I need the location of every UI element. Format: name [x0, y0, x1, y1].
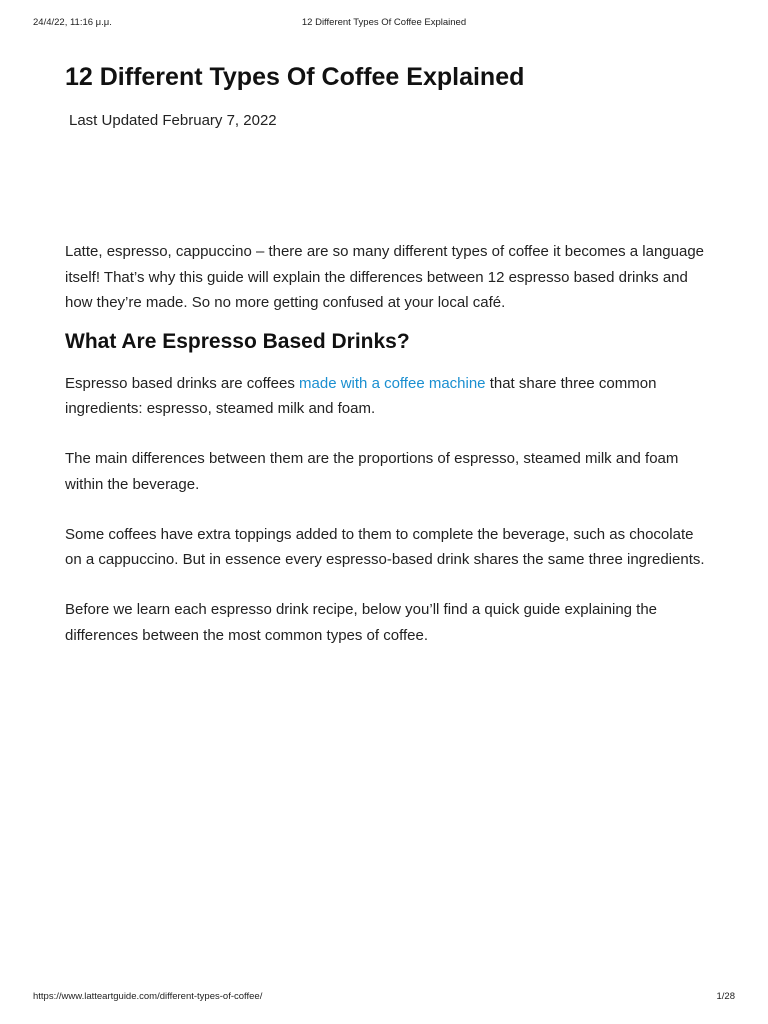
coffee-machine-link[interactable]: made with a coffee machine: [299, 374, 486, 392]
article-title: 12 Different Types Of Coffee Explained: [65, 63, 525, 91]
page-number: 1/28: [716, 991, 735, 1002]
paragraph-differences: The main differences between them are the proportions of espresso, steamed milk and foam within the beverage.: [65, 450, 679, 493]
paragraph-espresso-drinks: [65, 371, 710, 422]
page-url: https://www.latteartguide.com/different-types-of-coffee/: [33, 991, 263, 1002]
print-datetime: 24/4/22, 11:16 μ.μ.: [33, 17, 112, 28]
print-doc-title: 12 Different Types Of Coffee Explained: [301, 17, 467, 28]
paragraph-text: that share three common ingredients: espresso, steamed milk and foam.: [65, 374, 657, 417]
print-footer: [33, 991, 735, 1005]
section-heading: What Are Espresso Based Drinks?: [65, 329, 410, 353]
print-header: [33, 17, 735, 31]
intro-paragraph: Latte, espresso, cappuccino – there are so many different types of coffee it becomes a language itself! That’s why this guide will explain the differences between 12 espresso based drinks and how they’re made. So no more getting confused at your local café.: [65, 243, 705, 311]
article: [65, 58, 710, 648]
last-updated: Last Updated February 7, 2022: [69, 112, 277, 129]
paragraph-toppings: Some coffees have extra toppings added to them to complete the beverage, such as chocolate on a cappuccino. But in essence every espresso-based drink shares the same three ingredients.: [65, 525, 705, 568]
paragraph-quick-guide: Before we learn each espresso drink recipe, below you’ll find a quick guide explaining the differences between the most common types of coffee.: [65, 601, 658, 644]
paragraph-text: Espresso based drinks are coffees: [65, 374, 300, 392]
